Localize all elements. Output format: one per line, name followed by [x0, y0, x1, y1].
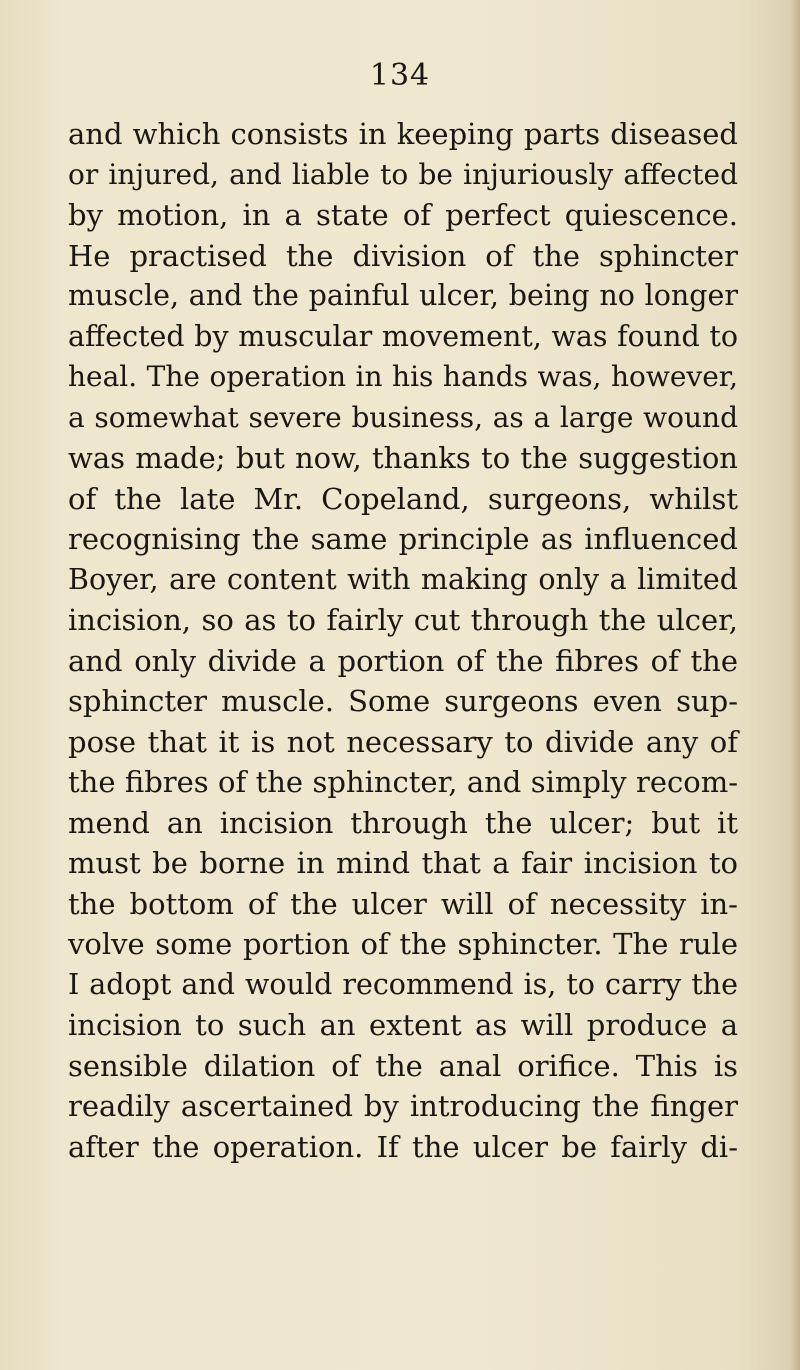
- text-line: volve some portion of the sphincter. The rule: [68, 927, 738, 961]
- page-edge-shadow: [790, 0, 800, 1370]
- text-line: the bottom of the ulcer will of necessity in-: [68, 886, 738, 921]
- text-line: sphincter muscle. Some surgeons even sup-: [68, 684, 738, 718]
- text-line: pose that it is not necessary to divide any of: [68, 724, 738, 759]
- text-line: readily ascertained by introducing the finger: [68, 1089, 738, 1123]
- text-line: and which consists in keeping parts diseased: [68, 117, 738, 151]
- text-line: incision to such an extent as will produce a: [68, 1008, 738, 1042]
- body-text: [68, 114, 738, 1167]
- text-line: Boyer, are content with making only a limited: [68, 562, 738, 596]
- text-line: muscle, and the painful ulcer, being no longer: [68, 279, 738, 312]
- text-line: affected by muscular movement, was found to: [68, 319, 738, 353]
- page-number: 134: [369, 58, 431, 93]
- text-line: incision, so as to fairly cut through the ulcer,: [68, 603, 738, 637]
- text-line: mend an incision through the ulcer; but it: [68, 805, 738, 840]
- text-line: after the operation. If the ulcer be fairly di-: [68, 1129, 738, 1164]
- text-line: and only divide a portion of the fibres of the: [68, 643, 738, 678]
- text-line: a somewhat severe business, as a large wound: [68, 400, 738, 434]
- text-line: by motion, in a state of perfect quiescence.: [68, 198, 738, 232]
- text-line: must be borne in mind that a fair incision to: [68, 846, 738, 880]
- text-line: He practised the division of the sphincter: [68, 238, 738, 273]
- text-line: heal. The operation in his hands was, however,: [68, 360, 738, 393]
- text-line: recognising the same principle as influenced: [68, 522, 738, 556]
- text-line: sensible dilation of the anal orifice. This is: [68, 1048, 738, 1083]
- text-line: I adopt and would recommend is, to carry the: [68, 967, 738, 1001]
- text-line: the fibres of the sphincter, and simply recom-: [68, 765, 738, 799]
- text-line: or injured, and liable to be injuriously affected: [68, 157, 738, 191]
- text-line: was made; but now, thanks to the suggestion: [68, 441, 738, 475]
- text-line: of the late Mr. Copeland, surgeons, whilst: [68, 481, 738, 516]
